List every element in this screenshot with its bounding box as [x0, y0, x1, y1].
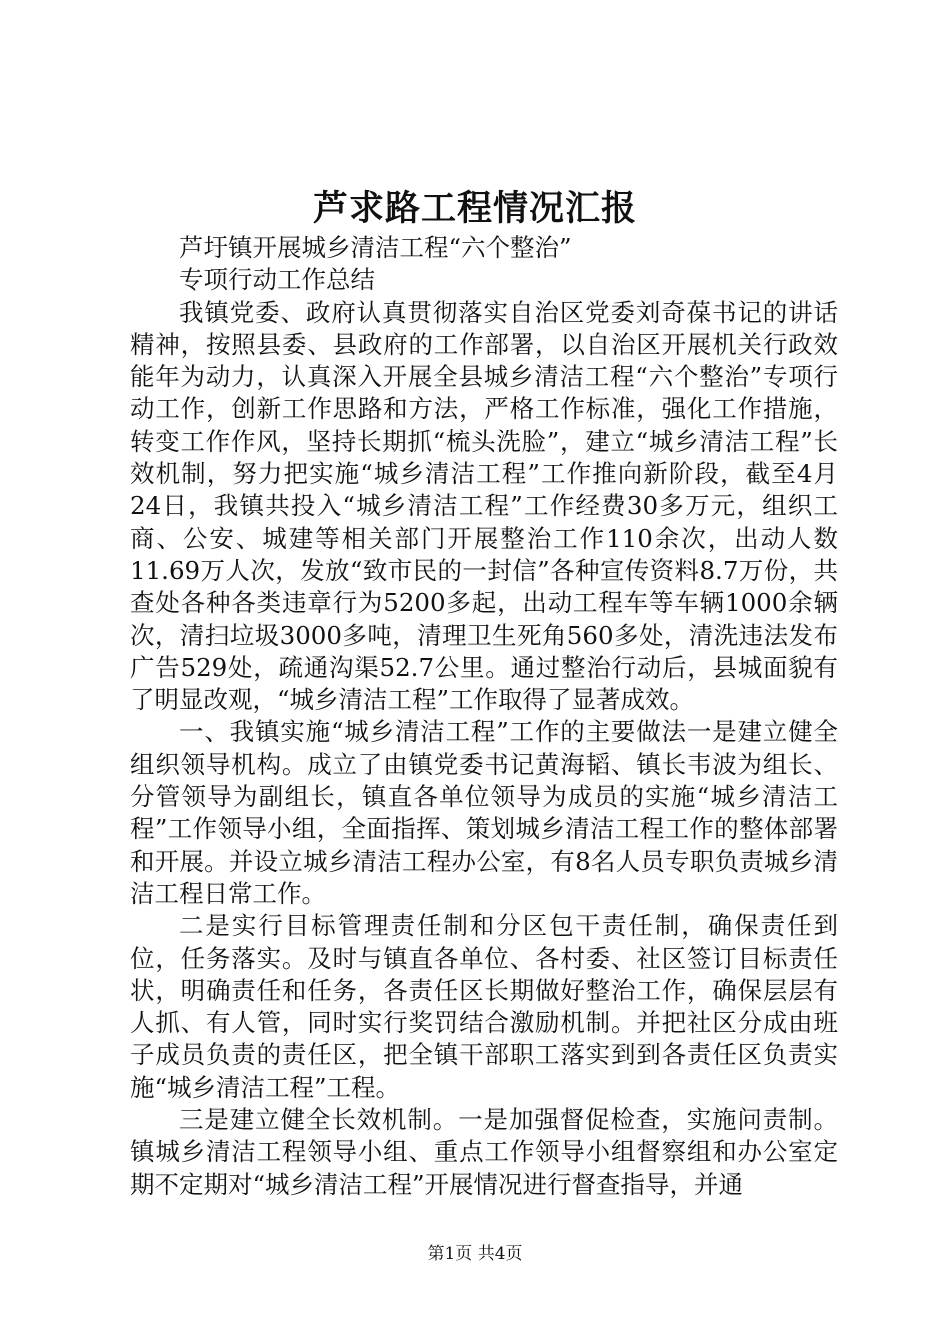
subtitle-line-1: 芦圩镇开展城乡清洁工程“六个整治”: [179, 233, 572, 262]
paragraph-intro: 我镇党委、政府认真贯彻落实自治区党委刘奇葆书记的讲话精神，按照县委、县政府的工作部署，以自治区开展机关行政效能年为动力，认真深入开展全县城乡清洁工程“六个整治”专项行动工作，创新工作思路和方法，严格工作标准，强化工作措施，转变工作作风，坚持长期抓“梳头洗脸”，建立“城乡清洁工程”长效机制，努力把实施“城乡清洁工程”工作推向新阶段，截至4月24日，我镇共投入“城乡清洁工程”工作经费30多万元，组织工商、公安、城建等相关部门开展整治工作110余次，出动人数11.69万人次，发放“致市民的一封信”各种宣传资料8.7万份，共查处各种各类违章行为5200多起，出动工程车等车辆1000余辆次，清扫垃圾3000多吨，清理卫生死角560多处，清洗违法发布广告529处，疏通沟渠52.7公里。通过整治行动后，县城面貌有了明显改观，“城乡清洁工程”工作取得了显著成效。: [130, 297, 838, 715]
paragraph-section-2: 二是实行目标管理责任制和分区包干责任制，确保责任到位，任务落实。及时与镇直各单位、各村委、社区签订目标责任状，明确责任和任务，各责任区长期做好整治工作，确保层层有人抓、有人管，同时实行奖罚结合激励机制。并把社区分成由班子成员负责的责任区，把全镇干部职工落实到到各责任区负责实施“城乡清洁工程”工程。: [130, 911, 838, 1102]
subtitle-line-2: 专项行动工作总结: [179, 265, 375, 295]
page-number-footer: 第1页 共4页: [427, 1244, 523, 1264]
document-body: [130, 232, 838, 1201]
paragraph-section-3: 三是建立健全长效机制。一是加强督促检查，实施问责制。镇城乡清洁工程领导小组、重点工作领导小组督察组和办公室定期不定期对“城乡清洁工程”开展情况进行督查指导，并通: [130, 1105, 838, 1199]
document-title: 芦求路工程情况汇报: [312, 188, 637, 229]
paragraph-section-1: 一、我镇实施“城乡清洁工程”工作的主要做法一是建立健全组织领导机构。成立了由镇党委书记黄海韬、镇长韦波为组长、分管领导为副组长，镇直各单位领导为成员的实施“城乡清洁工程”工作领导小组，全面指挥、策划城乡清洁工程工作的整体部署和开展。并设立城乡清洁工程办公室，有8名人员专职负责城乡清洁工程日常工作。: [130, 717, 838, 908]
